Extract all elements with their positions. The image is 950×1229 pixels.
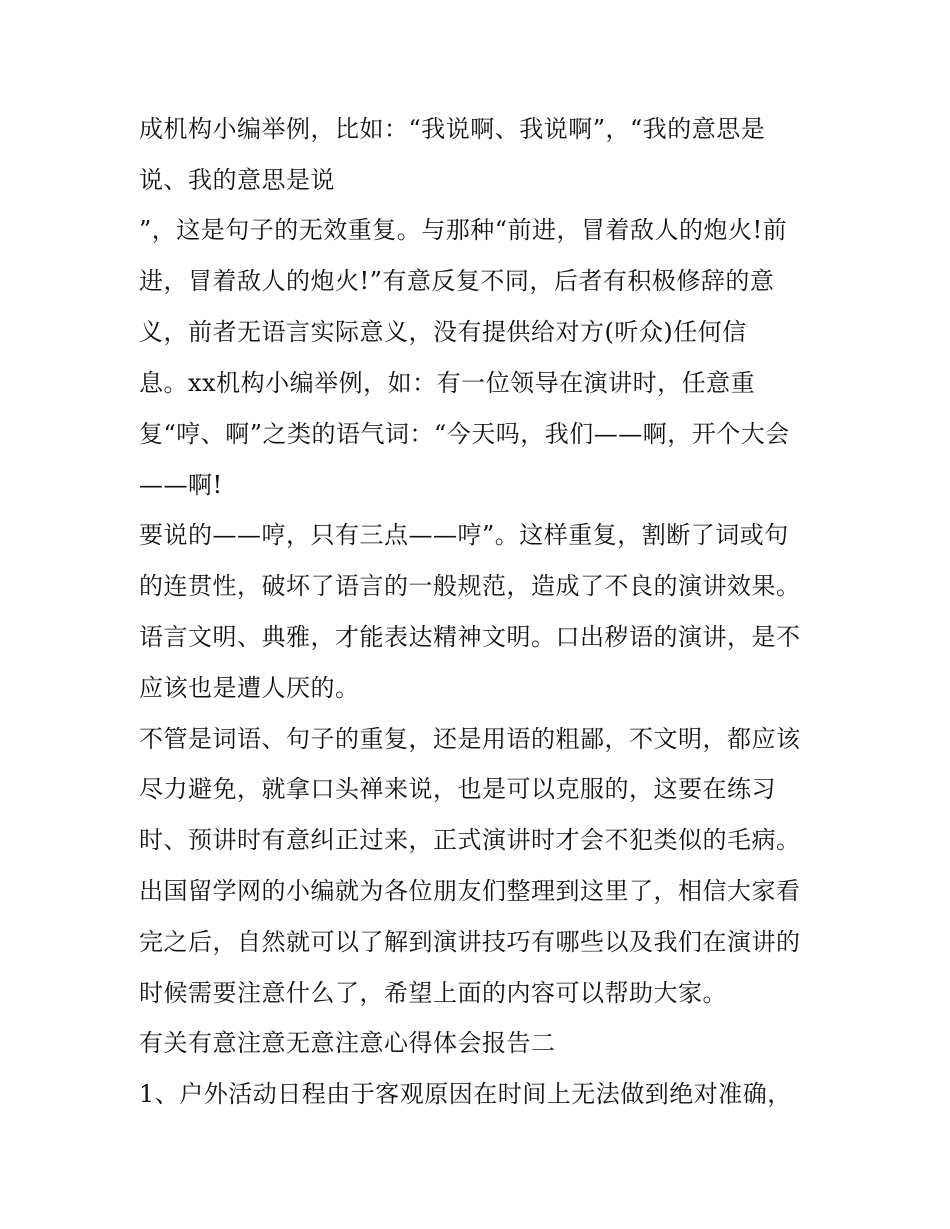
text-line: 应该也是遭人厌的。 (139, 674, 360, 702)
text-line: ”，这是句子的无效重复。与那种“前进，冒着敌人的炮火!前 (139, 216, 788, 244)
text-line: 时候需要注意什么了，希望上面的内容可以帮助大家。 (139, 979, 727, 1007)
text-line: 息。xx机构小编举例，如：有一位领导在演讲时，任意重 (139, 369, 756, 397)
text-line: 尽力避免，就拿口头禅来说，也是可以克服的，这要在练习 (139, 775, 776, 803)
text-line: 出国留学网的小编就为各位朋友们整理到这里了，相信大家看 (139, 877, 801, 905)
text-line: 成机构小编举例，比如：“我说啊、我说啊”，“我的意思是 (139, 115, 766, 143)
text-line: 完之后，自然就可以了解到演讲技巧有哪些以及我们在演讲的 (139, 928, 801, 956)
text-line: 语言文明、典雅，才能表达精神文明。口出秽语的演讲，是不 (139, 623, 801, 651)
text-line: 要说的——哼，只有三点——哼”。这样重复，割断了词或句 (139, 521, 789, 549)
text-line: 义，前者无语言实际意义，没有提供给对方(听众)任何信 (139, 318, 747, 346)
text-line: 说、我的意思是说 (139, 166, 335, 194)
text-line: 1、户外活动日程由于客观原因在时间上无法做到绝对准确， (139, 1080, 792, 1108)
text-line: 进，冒着敌人的炮火!”有意反复不同，后者有积极修辞的意 (139, 267, 775, 295)
text-line: 时、预讲时有意纠正过来，正式演讲时才会不犯类似的毛病。 (139, 826, 801, 854)
text-line: 复“哼、啊”之类的语气词：“今天吗，我们——啊，开个大会 (139, 420, 790, 448)
text-line: ——啊! (139, 471, 223, 499)
text-line: 不管是词语、句子的重复，还是用语的粗鄙，不文明，都应该 (139, 725, 801, 753)
text-line: 的连贯性，破坏了语言的一般规范，造成了不良的演讲效果。 (139, 572, 801, 600)
section-heading: 有关有意注意无意注意心得体会报告二 (139, 1029, 556, 1057)
